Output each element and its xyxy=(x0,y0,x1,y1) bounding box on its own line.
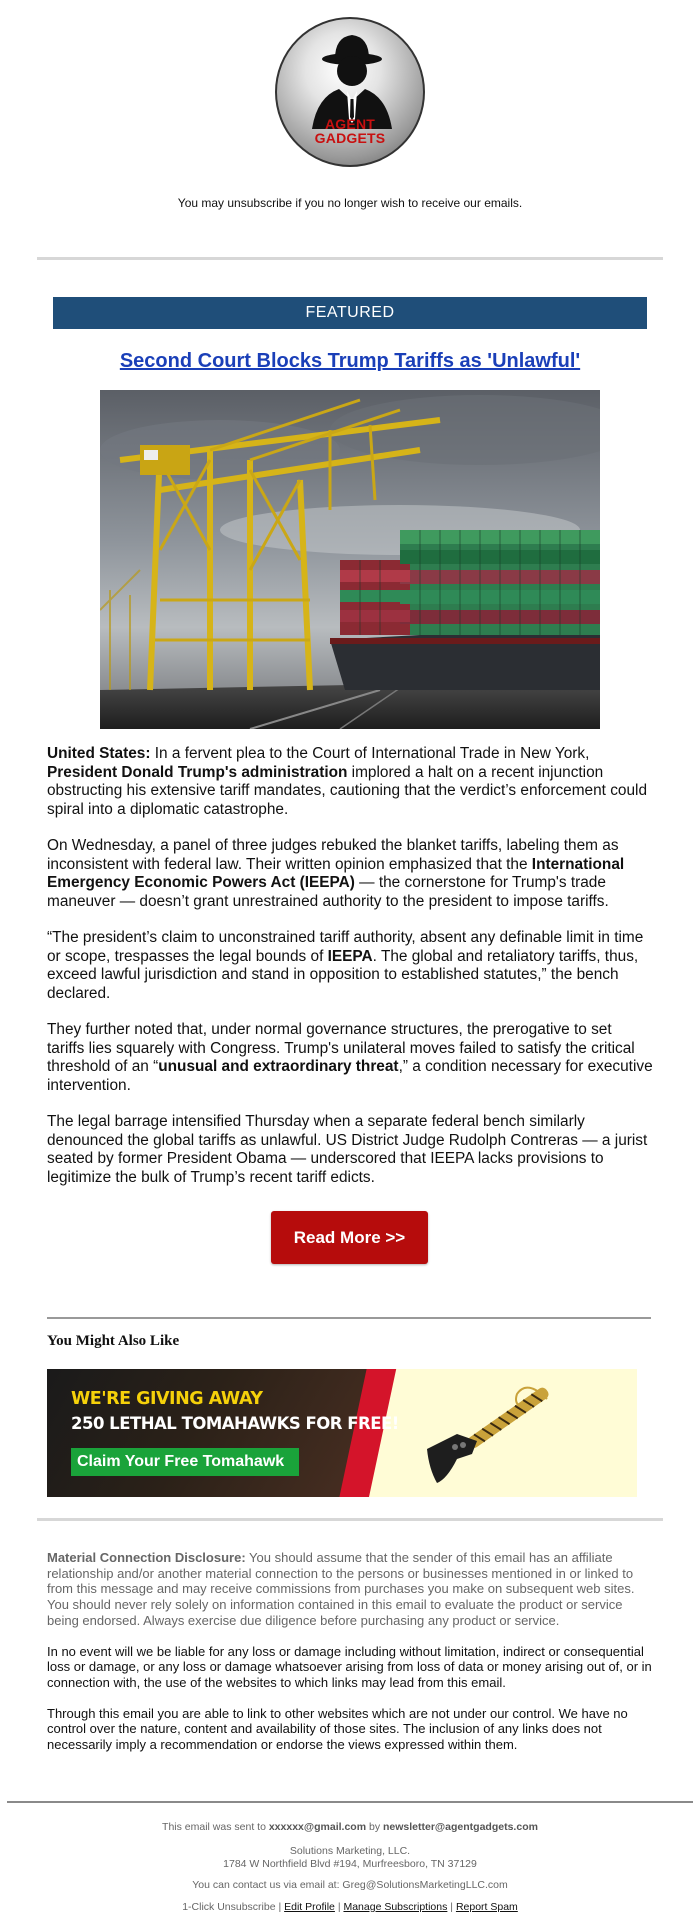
container-port-image xyxy=(100,390,600,729)
divider xyxy=(37,257,663,260)
tomahawk-ad-banner[interactable] xyxy=(47,1369,637,1497)
company-name: Solutions Marketing, LLC. xyxy=(289,1845,411,1857)
edit-profile-link[interactable]: Edit Profile xyxy=(284,1901,335,1913)
text-span: They further noted that, under normal governance structures, the prerogative to set tariffs lies squarely with Congress. Trump's unilateral moves failed to satisfy the critical threshold of an “ xyxy=(47,1021,635,1075)
unsubscribe-note: You may unsubscribe if you no longer wish to receive our emails. xyxy=(177,196,523,210)
article-paragraph xyxy=(47,1113,653,1187)
ad-headline-line2: 250 LETHAL TOMAHAWKS FOR FREE! xyxy=(71,1414,399,1433)
article-paragraph xyxy=(47,745,653,819)
featured-section-label: FEATURED xyxy=(53,297,647,329)
location-label: United States: xyxy=(47,745,151,762)
text-span: This email was sent to xyxy=(162,1821,269,1833)
report-spam-link[interactable]: Report Spam xyxy=(455,1901,518,1913)
separator: | xyxy=(447,1901,456,1913)
article-paragraph xyxy=(47,1021,653,1095)
bold-phrase: International Emergency Economic Powers Act (IEEPA) xyxy=(47,855,625,891)
footer-links xyxy=(0,1901,700,1913)
bold-phrase: President Donald Trump's administration xyxy=(47,763,348,781)
sent-to-line xyxy=(0,1821,700,1833)
bold-phrase: unusual and extraordinary threat xyxy=(158,1058,399,1075)
you-might-also-like-heading: You Might Also Like xyxy=(47,1333,180,1349)
company-address: 1784 W Northfield Blvd #194, Murfreesboro, TN 37129 xyxy=(223,1858,477,1870)
article-body xyxy=(47,745,653,1205)
divider xyxy=(47,1317,651,1319)
disclosure-paragraph xyxy=(47,1550,653,1629)
logo-text-gadgets: GADGETS xyxy=(314,130,386,146)
disclosure-title: Material Connection Disclosure: xyxy=(47,1550,246,1565)
text-span: “The president’s claim to unconstrained tariff authority, absent any definable limit in time or scope, trespasses the legal bounds of xyxy=(47,929,644,965)
text-span: In a fervent plea to the Court of International Trade in New York, xyxy=(150,745,590,762)
text-span: by xyxy=(366,1821,383,1833)
logo-text-agent: AGENT xyxy=(325,116,375,132)
disclosure-section xyxy=(47,1550,653,1768)
tomahawk-icon xyxy=(417,1379,567,1489)
recipient-email: xxxxxx@gmail.com xyxy=(268,1821,367,1833)
text-span: You should assume that the sender of this email has an affiliate relationship and/or another material connection to the persons or businesses mentioned in or linked to from this message and may receive commissions from purchases you make on subsequent web sites. You should never rely solely on information contained in this email to evaluate the product or service being endorsed. Always exercise due diligence before purchasing any product or service. xyxy=(47,1550,635,1628)
featured-hero-image[interactable] xyxy=(100,390,600,729)
separator: | xyxy=(334,1901,344,1913)
ad-headline-line1: WE'RE GIVING AWAY xyxy=(71,1389,263,1409)
external-links-paragraph: Through this email you are able to link to other websites which are not under our control. We have no control over the nature, content and availability of those sites. The inclusion of any links does not necessarily imply a recommendation or endorse the views expressed within them. xyxy=(47,1705,628,1753)
text-span: implored a halt on a recent injunction obstructing his extensive tariff mandates, cautioning that the verdict’s enforcement could spiral into a diplomatic catastrophe. xyxy=(47,763,648,818)
text-span: . The global and retaliatory tariffs, thus, exceed lawful jurisdiction and stand in opposition to established statutes,” the bench declared. xyxy=(47,947,639,1002)
footer-divider xyxy=(7,1801,693,1803)
bold-phrase: IEEPA xyxy=(327,947,373,965)
separator: | xyxy=(275,1901,285,1913)
claim-tomahawk-button[interactable]: Claim Your Free Tomahawk xyxy=(71,1448,299,1476)
read-more-button[interactable]: Read More >> xyxy=(271,1211,428,1264)
text-span: ,” a condition necessary for executive intervention. xyxy=(47,1058,653,1094)
text-span: The legal barrage intensified Thursday when a separate federal bench similarly denounced the global tariffs as unlawful. US District Judge Rudolph Contreras — a jurist seated by former President Obama — underscored that IEEPA lacks provisions to legitimize the bulk of Trump’s recent tariff edicts. xyxy=(47,1113,648,1186)
manage-subscriptions-link[interactable]: Manage Subscriptions xyxy=(343,1901,448,1913)
liability-paragraph: In no event will we be liable for any loss or damage including without limitation, indirect or consequential loss or damage, or any loss or damage whatsoever arising from loss of data or money arising out of, or in connection with, the use of the websites to which links may lead from this email. xyxy=(47,1643,652,1690)
one-click-unsubscribe-link[interactable]: 1-Click Unsubscribe xyxy=(182,1901,276,1913)
text-span: On Wednesday, a panel of three judges rebuked the blanket tariffs, labeling them as inconsistent with federal law. Their written opinion emphasized that the xyxy=(47,837,619,873)
text-span: — the cornerstone for Trump's trade maneuver — doesn’t grant unrestrained authority to the president to impose tariffs. xyxy=(47,874,609,910)
featured-headline-link[interactable]: Second Court Blocks Trump Tariffs as 'Unlawful' xyxy=(119,350,581,372)
sender-email: newsletter@agentgadgets.com xyxy=(383,1821,538,1833)
article-paragraph xyxy=(47,837,653,911)
agent-gadgets-logo[interactable] xyxy=(275,17,425,167)
divider xyxy=(37,1518,663,1521)
article-paragraph xyxy=(47,929,653,1003)
contact-line: You can contact us via email at: Greg@SolutionsMarketingLLC.com xyxy=(192,1879,508,1891)
